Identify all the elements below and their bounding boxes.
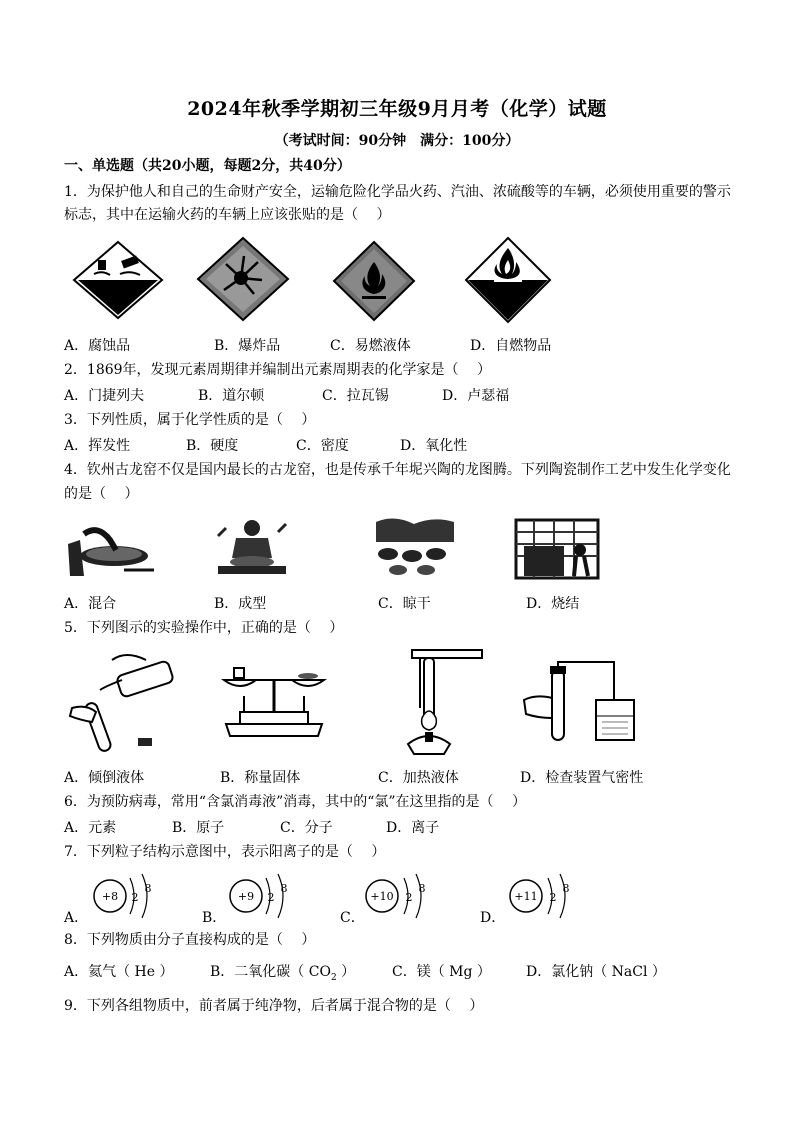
q3-option-b[interactable]: B．硬度	[186, 438, 239, 454]
q6-option-c[interactable]: C．分子	[280, 820, 333, 836]
q8-option-b-text: B．二氧化碳（	[210, 964, 309, 980]
q3-text: 3．下列性质，属于化学性质的是（ ）	[64, 412, 316, 428]
q7-option-b[interactable]: B．	[202, 910, 227, 926]
spontaneous-combustion-sign-icon	[464, 236, 552, 324]
q1-option-b[interactable]: B．爆炸品	[214, 338, 281, 354]
nucleus-charge: +8	[101, 890, 119, 903]
q7-option-a[interactable]: A．	[64, 910, 89, 926]
atom-structure-diagram-b	[228, 870, 292, 922]
q2-option-b[interactable]: B．道尔顿	[198, 388, 265, 404]
mixing-clay-image	[64, 514, 156, 580]
nucleus-charge: +9	[237, 890, 255, 903]
q4-option-c[interactable]: C．晾干	[378, 596, 431, 612]
q8-option-d-text: D．氯化钠（ NaCl ）	[526, 964, 666, 980]
q6-option-d[interactable]: D．离子	[386, 820, 440, 836]
q7-text: 7．下列粒子结构示意图中，表示阳离子的是（ ）	[64, 844, 386, 860]
q1-option-d[interactable]: D．自燃物品	[470, 338, 552, 354]
q5-text: 5．下列图示的实验操作中，正确的是（ ）	[64, 620, 344, 636]
q2-option-c[interactable]: C．拉瓦锡	[322, 388, 389, 404]
q3-option-c[interactable]: C．密度	[296, 438, 349, 454]
q8-option-b-close: ）	[336, 964, 356, 980]
q8-option-a-text: A．氦气（ He ）	[64, 964, 174, 980]
q8-option-b-subscript: 2	[330, 972, 337, 983]
q2-text: 2．1869年，发现元素周期律并编制出元素周期表的化学家是（ ）	[64, 362, 491, 378]
heating-liquid-diagram	[404, 648, 484, 760]
q4-line1: 4．钦州古龙窑不仅是国内最长的古龙窑，也是传承千年坭兴陶的龙图腾。下列陶瓷制作工艺中发生化学变化	[64, 462, 731, 478]
q8-text: 8．下列物质由分子直接构成的是（ ）	[64, 932, 316, 948]
q1-option-c[interactable]: C．易燃液体	[330, 338, 411, 354]
q8-option-c-text: C．镁（ Mg ）	[392, 964, 491, 980]
page-title: 2024年秋季学期初三年级9月月考（化学）试题	[187, 98, 607, 120]
q8-option-b-formula: CO	[308, 964, 331, 980]
q2-option-a[interactable]: A．门捷列夫	[64, 388, 145, 404]
q1-option-a[interactable]: A．腐蚀品	[64, 338, 131, 354]
q4-option-d[interactable]: D．烧结	[526, 596, 580, 612]
pouring-liquid-diagram	[66, 650, 178, 756]
sintering-kiln-image	[514, 516, 600, 580]
q8-option-c[interactable]	[392, 962, 491, 982]
q6-text: 6．为预防病毒，常用“含氯消毒液”消毒，其中的“氯”在这里指的是（ ）	[64, 794, 526, 810]
q5-option-b[interactable]: B．称量固体	[220, 770, 301, 786]
corrosive-sign-icon	[72, 240, 164, 320]
q5-option-d[interactable]: D．检查装置气密性	[520, 770, 644, 786]
balance-scale-diagram	[220, 662, 328, 742]
nucleus-charge: +10	[370, 890, 394, 903]
drying-pottery-image	[374, 514, 456, 580]
flammable-liquid-sign-icon	[332, 240, 416, 322]
q3-option-a[interactable]: A．挥发性	[64, 438, 131, 454]
atom-structure-diagram-d	[508, 870, 574, 922]
q7-option-c[interactable]: C．	[340, 910, 365, 926]
electron-count-shell2: 8	[280, 882, 288, 895]
q5-option-a[interactable]: A．倾倒液体	[64, 770, 145, 786]
q6-option-b[interactable]: B．原子	[172, 820, 225, 836]
electron-count-shell1: 2	[549, 891, 557, 904]
q1-line1: 1．为保护他人和自己的生命财产安全，运输危险化学品火药、汽油、浓硫酸等的车辆，必须使用重要的警示	[64, 184, 731, 200]
electron-count-shell2: 8	[418, 882, 426, 895]
q1-line2: 标志，其中在运输火药的车辆上应该张贴的是（ ）	[64, 207, 391, 223]
electron-count-shell1: 2	[131, 891, 139, 904]
atom-structure-diagram-a	[92, 870, 156, 922]
q6-option-a[interactable]: A．元素	[64, 820, 117, 836]
nucleus-charge: +11	[514, 890, 538, 903]
explosive-sign-icon	[196, 236, 290, 322]
electron-count-shell1: 2	[267, 891, 275, 904]
section-title: 一、单选题（共20小题，每题2分，共40分）	[64, 158, 351, 174]
q3-option-d[interactable]: D．氧化性	[400, 438, 468, 454]
q9-text: 9．下列各组物质中，前者属于纯净物，后者属于混合物的是（ ）	[64, 998, 484, 1014]
q2-option-d[interactable]: D．卢瑟福	[442, 388, 510, 404]
exam-info: （考试时间：90分钟 满分：100分）	[274, 133, 520, 149]
q8-option-d[interactable]	[526, 962, 666, 982]
electron-count-shell2: 8	[562, 882, 570, 895]
airtightness-check-diagram	[522, 660, 644, 744]
q4-option-b[interactable]: B．成型	[214, 596, 267, 612]
q4-line2: 的是（ ）	[64, 486, 139, 502]
electron-count-shell1: 2	[405, 891, 413, 904]
q8-option-b[interactable]	[210, 962, 355, 988]
q4-option-a[interactable]: A．混合	[64, 596, 117, 612]
electron-count-shell2: 8	[144, 882, 152, 895]
atom-structure-diagram-c	[364, 870, 430, 922]
q7-option-d[interactable]: D．	[480, 910, 506, 926]
q8-option-a[interactable]	[64, 962, 174, 982]
q5-option-c[interactable]: C．加热液体	[378, 770, 459, 786]
shaping-pottery-image	[212, 514, 292, 580]
